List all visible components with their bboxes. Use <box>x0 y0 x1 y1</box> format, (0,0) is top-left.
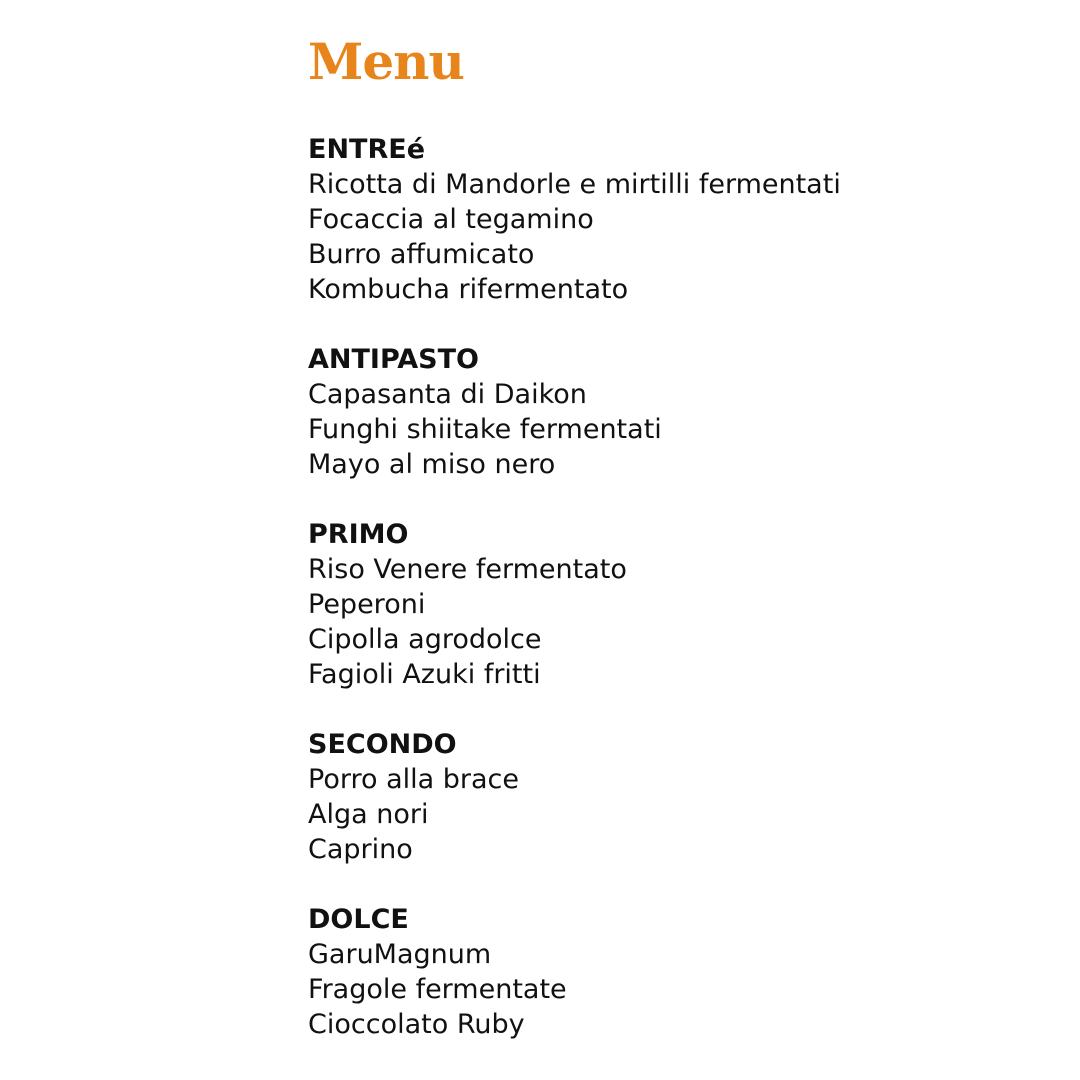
dish-item: Funghi shiitake fermentati <box>308 414 662 445</box>
dish-item: Kombucha rifermentato <box>308 274 629 305</box>
section-heading: DOLCE <box>308 904 409 935</box>
dish-item: Capasanta di Daikon <box>308 379 587 410</box>
dish-item: Porro alla brace <box>308 764 519 795</box>
section-heading: ANTIPASTO <box>308 344 479 375</box>
dish-item: Burro affumicato <box>308 239 535 270</box>
dish-item: Fagioli Azuki fritti <box>308 659 541 690</box>
section-primo <box>308 517 1008 692</box>
section-dolce <box>308 902 1008 1042</box>
section-heading: ENTREé <box>308 134 426 165</box>
dish-item: Riso Venere fermentato <box>308 554 627 585</box>
dish-list <box>308 552 1008 692</box>
section-antipasto <box>308 342 1008 482</box>
dish-list <box>308 377 1008 482</box>
menu <box>308 30 1008 1077</box>
menu-title: Menu <box>308 32 464 91</box>
section-heading: PRIMO <box>308 519 409 550</box>
dish-item: Ricotta di Mandorle e mirtilli fermentati <box>308 169 841 200</box>
dish-item: Peperoni <box>308 589 426 620</box>
dish-item: Mayo al miso nero <box>308 449 556 480</box>
menu-sections <box>308 132 1008 1042</box>
dish-item: Fragole fermentate <box>308 974 567 1005</box>
dish-item: Cioccolato Ruby <box>308 1009 525 1040</box>
dish-list <box>308 762 1008 867</box>
dish-item: Cipolla agrodolce <box>308 624 542 655</box>
dish-list <box>308 167 1008 307</box>
dish-item: GaruMagnum <box>308 939 492 970</box>
dish-list <box>308 937 1008 1042</box>
dish-item: Caprino <box>308 834 413 865</box>
dish-item: Alga nori <box>308 799 429 830</box>
section-secondo <box>308 727 1008 867</box>
section-heading: SECONDO <box>308 729 457 760</box>
dish-item: Focaccia al tegamino <box>308 204 594 235</box>
section-entree <box>308 132 1008 307</box>
